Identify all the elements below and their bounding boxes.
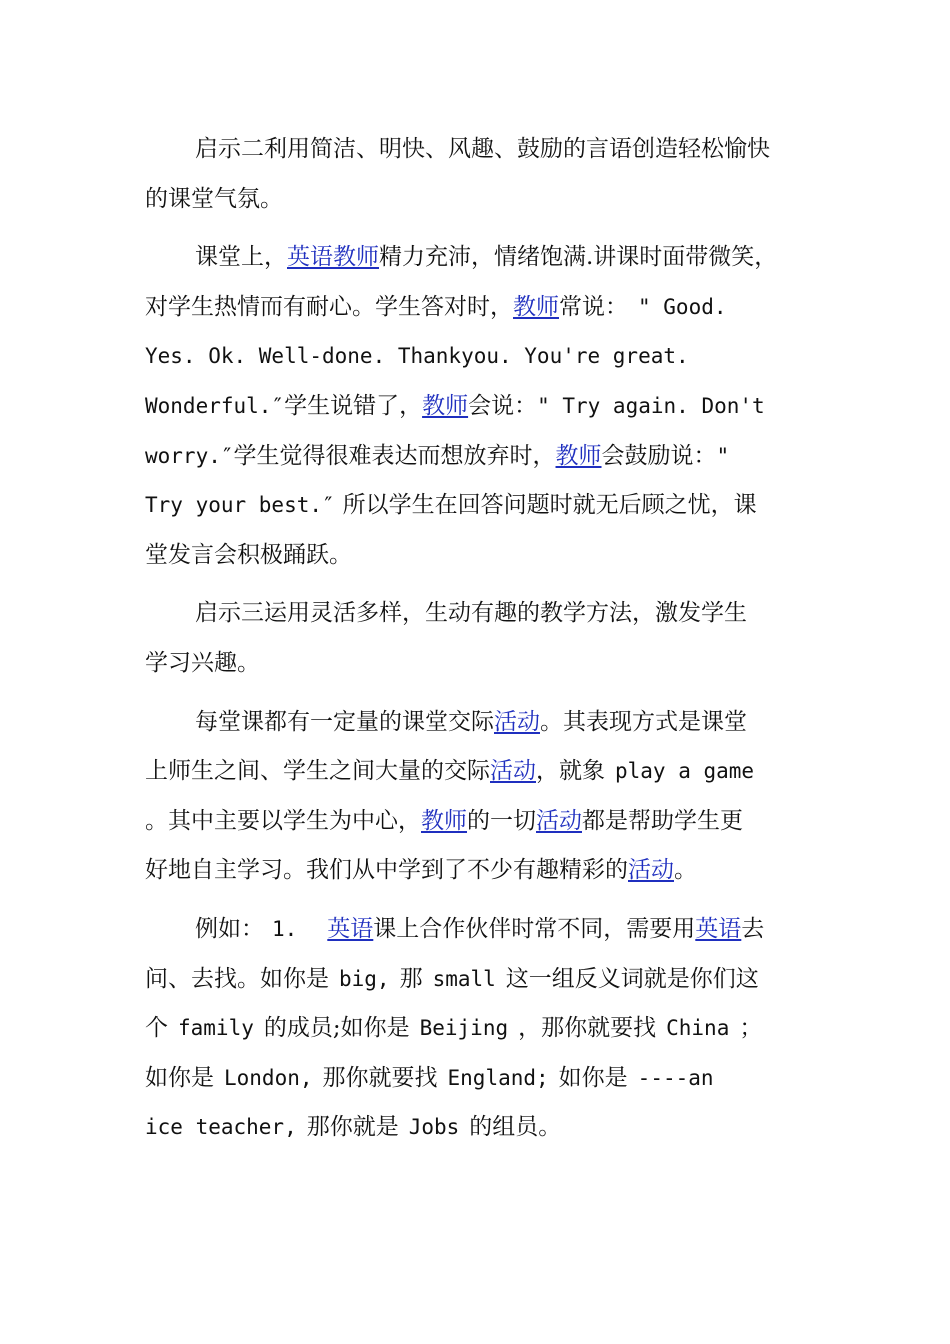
text-line bbox=[145, 797, 810, 847]
text-run: 都是帮助学生更 bbox=[582, 807, 743, 834]
text-run-english: " Good. bbox=[638, 294, 727, 319]
link-teacher[interactable]: 教师 bbox=[513, 293, 559, 320]
text-run: 好地自主学习。我们从中学到了不少有趣精彩的 bbox=[145, 857, 628, 884]
paragraph-classroom-activities bbox=[145, 698, 810, 896]
text-run-english: " Try again. Don't bbox=[537, 393, 765, 418]
text-run-english: ice teacher, bbox=[145, 1115, 297, 1140]
text-run: 个 bbox=[145, 1015, 168, 1042]
text-run: 的成员;如你是 bbox=[263, 1015, 410, 1042]
text-line bbox=[145, 432, 810, 482]
text-run: 如你是 bbox=[145, 1064, 214, 1091]
text-line bbox=[145, 698, 810, 748]
text-run-english: China bbox=[666, 1016, 730, 1041]
text-run: 如你是 bbox=[558, 1064, 628, 1091]
text-run: 例如： bbox=[195, 915, 264, 942]
text-run-english: Try your best.″ bbox=[145, 493, 335, 518]
text-run: 课上合作伙伴时常不同，需要用 bbox=[373, 915, 696, 942]
text-line bbox=[145, 1103, 810, 1153]
link-english[interactable]: 英语 bbox=[695, 915, 742, 942]
link-activity[interactable]: 活动 bbox=[536, 807, 582, 834]
text-run-english: Beijing bbox=[419, 1016, 509, 1041]
text-line bbox=[145, 1004, 810, 1054]
link-english-teacher[interactable]: 英语教师 bbox=[287, 244, 379, 271]
text-run-english: worry.″ bbox=[145, 443, 234, 468]
text-run: 那你就要找 bbox=[322, 1064, 438, 1091]
text-run-english: small bbox=[432, 966, 496, 991]
text-run-english: Wonderful.″ bbox=[145, 393, 285, 418]
text-line bbox=[145, 283, 810, 333]
paragraph-enlightenment-three bbox=[145, 589, 810, 688]
text-run: ，就象 bbox=[536, 758, 605, 785]
text-run: 学生说错了， bbox=[284, 392, 423, 419]
text-run-english: London, bbox=[224, 1065, 313, 1090]
text-line: Yes. Ok. Well-done. Thankyou. You're great. bbox=[145, 344, 689, 369]
paragraph-classroom-praise bbox=[145, 233, 810, 580]
text-run-english: play a game bbox=[615, 759, 755, 784]
text-run: 去 bbox=[741, 915, 765, 942]
text-line bbox=[145, 955, 810, 1005]
link-activity[interactable]: 活动 bbox=[628, 857, 674, 884]
text-run: 。其表现方式是课堂 bbox=[540, 708, 747, 735]
text-run: 所以学生在回答问题时就无后顾之忧，课 bbox=[342, 492, 757, 519]
link-teacher[interactable]: 教师 bbox=[422, 392, 469, 419]
text-line: 启示三运用灵活多样，生动有趣的教学方法，激发学生 bbox=[195, 600, 747, 627]
text-line bbox=[145, 747, 810, 797]
text-run: 这一组反义词就是你们这 bbox=[505, 965, 759, 992]
paragraph-example bbox=[145, 905, 810, 1153]
text-line bbox=[145, 481, 810, 531]
text-run: 会鼓励说： bbox=[601, 442, 717, 469]
text-line: 启示二利用简洁、明快、风趣、鼓励的言语创造轻松愉快 bbox=[195, 136, 770, 162]
text-run-english: ----an bbox=[637, 1065, 714, 1090]
text-run-english: " bbox=[716, 443, 730, 468]
text-run-english: Jobs bbox=[408, 1115, 460, 1140]
text-line bbox=[145, 846, 810, 896]
text-run: ； bbox=[739, 1015, 763, 1042]
text-run: 学生觉得很难表达而想放弃时， bbox=[233, 442, 556, 469]
text-line: 堂发言会积极踊跃。 bbox=[145, 541, 352, 568]
text-run: 。其中主要以学生为中心， bbox=[145, 807, 421, 834]
link-activity[interactable]: 活动 bbox=[490, 758, 536, 785]
text-line: 学习兴趣。 bbox=[145, 649, 260, 676]
text-run-english: big, bbox=[339, 966, 390, 991]
text-run: 的组员。 bbox=[469, 1114, 562, 1141]
text-line bbox=[145, 905, 810, 955]
text-run: 会说： bbox=[468, 392, 538, 419]
text-run: 常说： bbox=[559, 293, 628, 320]
list-number: 1. bbox=[272, 916, 298, 941]
link-teacher[interactable]: 教师 bbox=[421, 807, 467, 834]
text-line bbox=[145, 1054, 810, 1104]
text-run: 那 bbox=[399, 965, 423, 992]
text-run-english: England; bbox=[447, 1065, 549, 1090]
text-run: 的一切 bbox=[467, 807, 536, 834]
text-run: 上师生之间、学生之间大量的交际 bbox=[145, 758, 490, 785]
document-body bbox=[145, 125, 810, 1162]
text-run: 对学生热情而有耐心。学生答对时， bbox=[145, 293, 513, 320]
paragraph-enlightenment-two bbox=[145, 125, 810, 224]
text-line: 的课堂气氛。 bbox=[145, 185, 283, 212]
text-run: 。 bbox=[674, 857, 697, 884]
link-activity[interactable]: 活动 bbox=[494, 708, 540, 735]
link-teacher[interactable]: 教师 bbox=[555, 442, 602, 469]
text-run: 那你就是 bbox=[306, 1114, 399, 1141]
text-line bbox=[145, 233, 810, 283]
text-run-english: family bbox=[178, 1016, 254, 1041]
text-run: 每堂课都有一定量的课堂交际 bbox=[195, 708, 494, 735]
text-run: 课堂上， bbox=[195, 244, 287, 271]
link-english[interactable]: 英语 bbox=[327, 915, 374, 942]
text-line bbox=[145, 382, 810, 432]
text-run: 问、去找。如你是 bbox=[145, 965, 329, 992]
text-run: ，那你就要找 bbox=[518, 1015, 657, 1042]
text-run: 精力充沛，情绪饱满.讲课时面带微笑， bbox=[379, 244, 778, 271]
